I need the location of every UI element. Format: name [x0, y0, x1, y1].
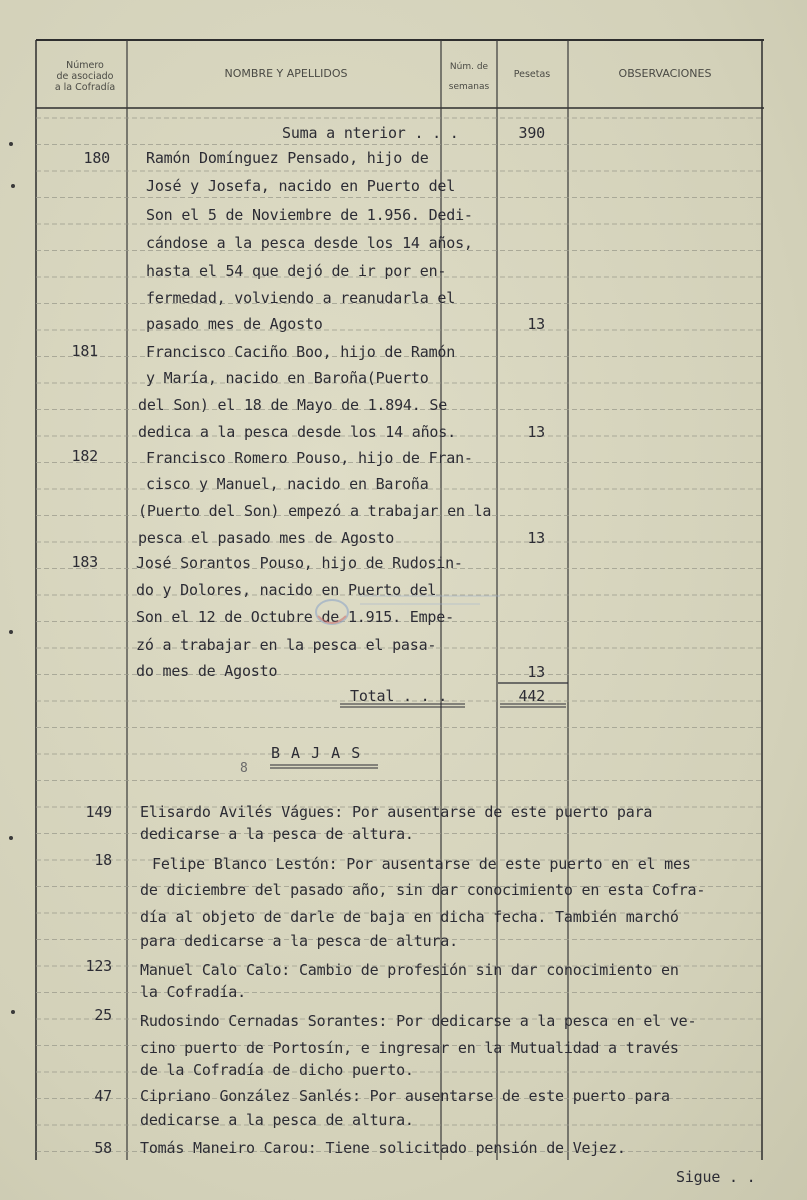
suma-anterior-label: Suma a nterior . . .: [282, 124, 459, 142]
alta-line: fermedad, volviendo a reanudarla el: [146, 289, 456, 307]
baja-line: Rudosindo Cernadas Sorantes: Por dedicarse a la pesca en el ve-: [140, 1012, 697, 1030]
alta-pesetas: 13: [527, 663, 545, 681]
binding-dot: [9, 630, 13, 634]
alta-line: del Son) el 18 de Mayo de 1.894. Se: [138, 396, 448, 414]
baja-line: la Cofradía.: [140, 983, 246, 1001]
alta-line: zó a trabajar en la pesca el pasa-: [136, 636, 437, 654]
alta-line: do y Dolores, nacido en Puerto del: [136, 581, 437, 599]
baja-line: de diciembre del pasado año, sin dar conocimiento en esta Cofra-: [140, 881, 706, 899]
baja-line: para dedicarse a la pesca de altura.: [140, 932, 458, 950]
suma-anterior-value: 390: [518, 124, 545, 142]
baja-line: Tomás Maneiro Carou: Tiene solicitado pensión de Vejez.: [140, 1139, 626, 1157]
binding-dot: [9, 142, 13, 146]
baja-numero: 47: [94, 1087, 112, 1105]
baja-line: Felipe Blanco Lestón: Por ausentarse de este puerto en el mes: [152, 855, 691, 873]
total-label: Total . . .: [350, 687, 448, 705]
total-value: 442: [518, 687, 545, 705]
alta-pesetas: 13: [527, 315, 545, 333]
alta-line: do mes de Agosto: [136, 662, 278, 680]
alta-numero: 180: [83, 149, 110, 167]
baja-numero: 123: [85, 957, 112, 975]
baja-line: día al objeto de darle de baja en dicha fecha. También marchó: [140, 908, 679, 926]
alta-pesetas: 13: [527, 423, 545, 441]
alta-numero: 182: [71, 447, 98, 465]
baja-line: de la Cofradía de dicho puerto.: [140, 1061, 414, 1079]
sigue-note: Sigue . .: [676, 1168, 756, 1186]
alta-line: Ramón Domínguez Pensado, hijo de: [146, 149, 429, 167]
header-col-semanas: [443, 57, 495, 97]
baja-numero: 149: [85, 803, 112, 821]
header-numero-line: a la Cofradía: [54, 82, 116, 93]
binding-dot: [9, 836, 13, 840]
faint-stamp: [300, 572, 505, 642]
baja-line: Cipriano González Sanlés: Por ausentarse de este puerto para: [140, 1087, 670, 1105]
baja-line: Elisardo Avilés Vágues: Por ausentarse de este puerto para: [140, 803, 653, 821]
header-semanas-line: Núm. de: [449, 62, 489, 72]
alta-line: cándose a la pesca desde los 14 años,: [146, 234, 473, 252]
binding-dot: [11, 1010, 15, 1014]
alta-line: pasado mes de Agosto: [146, 315, 323, 333]
header-col-numero: [42, 60, 128, 93]
alta-line: Son el 5 de Noviembre de 1.956. Dedi-: [146, 206, 473, 224]
header-semanas-line: semanas: [448, 82, 490, 92]
baja-line: dedicarse a la pesca de altura.: [140, 825, 414, 843]
header-col-pesetas: Pesetas: [513, 69, 551, 80]
baja-numero: 58: [94, 1139, 112, 1157]
alta-line: pesca el pasado mes de Agosto: [138, 529, 395, 547]
header-numero-line: Número: [66, 60, 104, 71]
alta-line: Francisco Caciño Boo, hijo de Ramón: [146, 343, 456, 361]
alta-line: hasta el 54 que dejó de ir por en-: [146, 262, 447, 280]
header-col-nombre: NOMBRE Y APELLIDOS: [224, 67, 348, 80]
alta-line: José Sorantos Pouso, hijo de Rudosin-: [136, 554, 463, 572]
alta-line: cisco y Manuel, nacido en Baroña: [146, 475, 429, 493]
alta-line: y María, nacido en Baroña(Puerto: [146, 369, 429, 387]
bajas-mark: 8: [240, 761, 248, 776]
header-col-observaciones: OBSERVACIONES: [618, 67, 712, 80]
binding-dot: [11, 184, 15, 188]
bajas-title: B A J A S: [271, 744, 362, 762]
alta-pesetas: 13: [527, 529, 545, 547]
alta-line: (Puerto del Son) empezó a trabajar en la: [138, 502, 492, 520]
baja-numero: 18: [94, 851, 112, 869]
baja-line: cino puerto de Portosín, e ingresar en la Mutualidad a través: [140, 1039, 679, 1057]
alta-line: dedica a la pesca desde los 14 años.: [138, 423, 456, 441]
alta-numero: 181: [71, 342, 98, 360]
alta-line: Son el 12 de Octubre de 1.915. Empe-: [136, 608, 454, 626]
baja-line: dedicarse a la pesca de altura.: [140, 1111, 414, 1129]
alta-numero: 183: [71, 553, 98, 571]
alta-line: Francisco Romero Pouso, hijo de Fran-: [146, 449, 473, 467]
header-numero-line: de asociado: [56, 71, 114, 82]
baja-numero: 25: [94, 1006, 112, 1024]
alta-line: José y Josefa, nacido en Puerto del: [146, 177, 456, 195]
baja-line: Manuel Calo Calo: Cambio de profesión sin dar conocimiento en: [140, 961, 679, 979]
